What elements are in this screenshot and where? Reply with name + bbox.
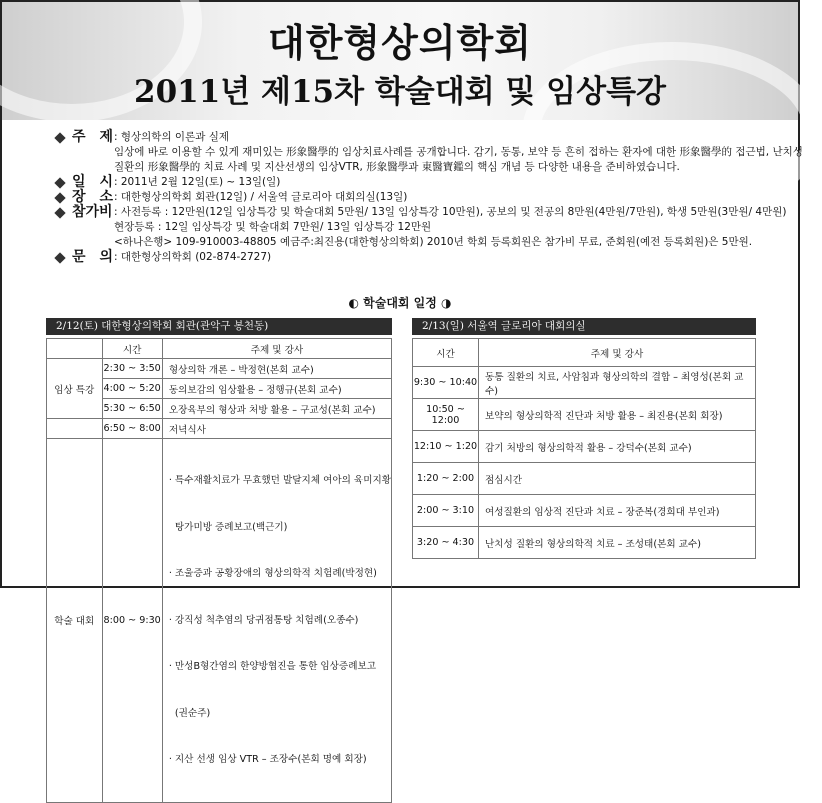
- conf-item: 탕가미방 증례보고(백근기): [168, 521, 288, 533]
- topic-cell: 오장육부의 형상과 처방 활용 – 구교성(본회 교수): [162, 399, 391, 419]
- subject-value: : 형상의학의 이론과 실제: [114, 131, 229, 143]
- conf-topics: [162, 439, 391, 803]
- time-cell: 2:30 ~ 3:50: [102, 359, 162, 379]
- time-cell: 9:30 ~ 10:40: [413, 367, 479, 399]
- time-cell: 2:00 ~ 3:10: [413, 495, 479, 527]
- subject-line: 질환의 形象醫學的 치료 사례 및 지산선생의 임상VTR, 形象醫學과 東醫寶鑑의 핵심 개념 등 다양한 내용을 준비하였습니다.: [114, 161, 680, 173]
- topic-cell: 감기 처방의 형상의학적 활용 – 강덕수(본회 교수): [479, 431, 756, 463]
- fee-value: : 사전등록 : 12만원(12일 임상특강 및 학술대회 5만원/ 13일 임상특강 10만원), 공보의 및 전공의 8만원(4만원/7만원), 학생 5만원(3만원/ 4만원): [114, 206, 787, 218]
- contact-label: 문 의: [56, 250, 114, 265]
- day2-table: [412, 338, 756, 559]
- fee-line: 현장등록 : 12일 임상특강 및 학술대회 7만원/ 13일 임상특강 12만원: [114, 221, 432, 233]
- bullet-icon: [54, 207, 65, 218]
- time-cell: 5:30 ~ 6:50: [102, 399, 162, 419]
- lecture-label: 임상 특강: [47, 359, 103, 419]
- conf-item: (권순주): [168, 707, 211, 719]
- topic-cell: 점심시간: [479, 463, 756, 495]
- topic-cell: 보약의 형상의학적 진단과 처방 활용 – 최진용(본회 회장): [479, 399, 756, 431]
- place-value: : 대한형상의학회 회관(12일) / 서울역 글로리아 대회의실(13일): [114, 191, 408, 203]
- day2-header: 2/13(일) 서울역 글로리아 대회의실: [412, 318, 756, 335]
- title-banner: [2, 2, 798, 120]
- fee-label: 참가비: [56, 205, 114, 220]
- subject-label: 주 제: [56, 130, 114, 145]
- day1-header: 2/12(토) 대한형상의학회 회관(관악구 봉천동): [46, 318, 392, 335]
- time-cell: 6:50 ~ 8:00: [102, 419, 162, 439]
- topic-cell: 형상의학 개론 – 박정현(본회 교수): [162, 359, 391, 379]
- bullet-icon: [54, 252, 65, 263]
- society-title: 대한형상의학회: [268, 20, 532, 65]
- time-cell: 4:00 ~ 5:20: [102, 379, 162, 399]
- col-time: 시간: [413, 339, 479, 367]
- date-value: : 2011년 2월 12일(토) ~ 13일(일): [114, 176, 281, 188]
- topic-cell: 여성질환의 임상적 진단과 치료 – 장준복(경희대 부인과): [479, 495, 756, 527]
- col-time-empty: [47, 339, 103, 359]
- date-label: 일 시: [56, 175, 114, 190]
- conf-label: 학술 대회: [47, 439, 103, 803]
- contact-value: : 대한형상의학회 (02-874-2727): [114, 251, 272, 263]
- time-cell: 3:20 ~ 4:30: [413, 527, 479, 559]
- conf-item: · 강직성 척추염의 당귀점통탕 치험례(오종수): [168, 614, 359, 626]
- empty-cell: [47, 419, 103, 439]
- conf-item: · 특수재활치료가 무효했던 발달지체 여아의 육미지황: [168, 475, 391, 486]
- event-title: 2011년 제15차 학술대회 및 임상특강: [134, 74, 666, 110]
- place-label: 장 소: [56, 190, 114, 205]
- topic-cell: 저녁식사: [162, 419, 391, 439]
- time-cell: 1:20 ~ 2:00: [413, 463, 479, 495]
- fee-line: <하나은행> 109-910003-48805 예금주:최진용(대한형상의학회) 2010년 학회 등록회원은 참가비 무료, 준회원(예전 등록회원)은 5만원.: [114, 236, 753, 248]
- conf-item: · 조울증과 공황장애의 형상의학적 치험례(박정현): [168, 568, 377, 579]
- col-topic: 주제 및 강사: [162, 339, 391, 359]
- conf-item: · 만성B형간염의 한양방협진을 통한 임상증례보고: [168, 661, 376, 672]
- time-cell: 10:50 ~ 12:00: [413, 399, 479, 431]
- bullet-icon: [54, 132, 65, 143]
- col-time: 시간: [102, 339, 162, 359]
- bullet-icon: [54, 177, 65, 188]
- event-info: [56, 129, 803, 265]
- conf-item: · 지산 선생 임상 VTR – 조장수(본회 명예 회장): [168, 754, 367, 765]
- schedule-title: ◐ 학술대회 일정 ◑: [348, 296, 452, 310]
- topic-cell: 동통 질환의 치료, 사암침과 형상의학의 결합 – 최영성(본회 교수): [479, 367, 756, 399]
- topic-cell: 난치성 질환의 형상의학적 치료 – 조성태(본회 교수): [479, 527, 756, 559]
- time-cell: 12:10 ~ 1:20: [413, 431, 479, 463]
- topic-cell: 동의보감의 임상활용 – 정행규(본회 교수): [162, 379, 391, 399]
- time-cell: 8:00 ~ 9:30: [102, 439, 162, 803]
- bullet-icon: [54, 192, 65, 203]
- day1-table: [46, 338, 392, 803]
- subject-line: 임상에 바로 이용할 수 있게 재미있는 形象醫學的 임상치료사례를 공개합니다. 감기, 동통, 보약 등 흔히 접하는 환자에 대한 形象醫學的 접근법, 난치성: [114, 146, 803, 158]
- col-topic: 주제 및 강사: [479, 339, 756, 367]
